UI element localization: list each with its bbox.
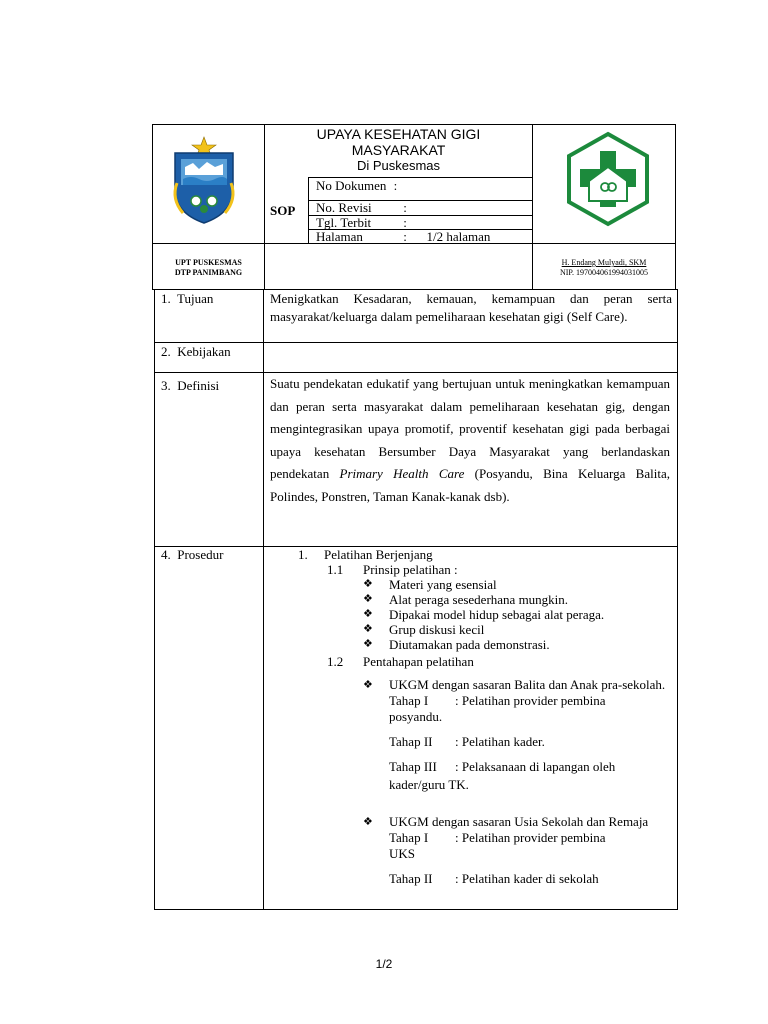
tahap-continuation: posyandu.	[389, 709, 443, 724]
list-item: ❖ Alat peraga sesederhana mungkin.	[389, 592, 674, 607]
meta-label: No. Revisi	[316, 200, 372, 215]
tahap-row	[389, 734, 671, 750]
tahap-label: Tahap II	[389, 734, 433, 749]
meta-sep: :	[403, 200, 407, 215]
tahap-label: Tahap I	[389, 693, 429, 708]
step-title: Pelatihan Berjenjang	[324, 547, 433, 562]
meta-sep: :	[403, 215, 407, 230]
org-line-2: DTP PANIMBANG	[174, 268, 243, 277]
definisi-text-part: Suatu pendekatan edukatif yang bertujuan untuk meningkatkan kemampuan dan peran serta masyarakat dalam pemeliharaan kesehatan gig, dengan mengintegrasikan upaya promotif, proventif kesehatan gigi pada berbagai upaya kesehatan Bersumber Daya Masyarakat yang berlandaskan pendekatan	[270, 376, 670, 481]
substep-1-2	[327, 654, 474, 669]
document-title	[265, 126, 532, 174]
list-item: ❖ Dipakai model hidup sebagai alat peraga.	[389, 607, 674, 622]
regional-crest-logo	[161, 133, 247, 225]
list-item: ❖ Materi yang esensial	[389, 577, 674, 592]
principle-list	[389, 577, 674, 652]
list-item: ❖ Diutamakan pada demonstrasi.	[389, 637, 674, 652]
meta-label: No Dokumen	[316, 178, 387, 193]
tahap-row	[389, 693, 671, 709]
meta-no-revisi	[316, 200, 528, 215]
title-line-3: Di Puskesmas	[356, 158, 441, 173]
ukgm-title: ❖ UKGM dengan sasaran Balita dan Anak pra-sekolah.	[389, 677, 671, 693]
tahap-text: : Pelatihan provider pembina	[455, 693, 606, 708]
tahap-text: : Pelatihan kader di sekolah	[455, 871, 599, 886]
tahap-continuation: UKS	[389, 846, 416, 861]
ukgm-balita-block	[389, 677, 671, 793]
substep-1-1	[327, 562, 458, 577]
signer-nip: NIP. 197004061994031005	[559, 268, 648, 277]
definisi-text-tail: (Posyandu, Bina Keluarga Balita, Polindes, Ponstren, Taman Kanak-kanak dsb).	[270, 466, 670, 504]
section-tujuan-label: 1. Tujuan	[161, 291, 214, 306]
ukgm-title: ❖ UKGM dengan sasaran Usia Sekolah dan Remaja	[389, 814, 671, 830]
section-kebijakan-label: 2. Kebijakan	[161, 344, 231, 359]
tahap-row	[389, 871, 671, 887]
substep-number: 1.1	[327, 562, 344, 577]
signer-block	[536, 258, 672, 278]
sop-label: SOP	[270, 203, 296, 218]
step-1	[298, 547, 433, 562]
meta-sep: :	[393, 178, 398, 193]
tahap-text: : Pelatihan kader.	[455, 734, 545, 749]
title-line-1: UPAYA KESEHATAN GIGI	[316, 126, 481, 142]
meta-sep: :	[403, 229, 407, 244]
tahap-text: : Pelatihan provider pembina	[455, 830, 606, 845]
tahap-text: : Pelaksanaan di lapangan oleh	[455, 759, 616, 774]
substep-title: Prinsip pelatihan :	[363, 562, 458, 577]
step-number: 1.	[298, 547, 308, 562]
meta-no-dokumen	[316, 178, 528, 193]
page-number: 1/2	[375, 957, 393, 971]
meta-label: Halaman	[316, 229, 363, 244]
puskesmas-logo	[565, 131, 651, 227]
definisi-italic-term: Primary Health Care	[339, 466, 465, 481]
section-tujuan-text: Menigkatkan Kesadaran, kemauan, kemampuan dan peran serta masyarakat/keluarga dalam pemeliharaan kesehatan gigi (Self Care).	[270, 291, 672, 324]
section-definisi-label: 3. Definisi	[161, 378, 220, 393]
tahap-label: Tahap II	[389, 871, 433, 886]
meta-tgl-terbit	[316, 215, 528, 230]
list-item: ❖ Grup diskusi kecil	[389, 622, 674, 637]
tahap-label: Tahap I	[389, 830, 429, 845]
meta-label: Tgl. Terbit	[316, 215, 372, 230]
tahap-row	[389, 759, 671, 775]
signer-name: H. Endang Mulyadi, SKM	[561, 258, 647, 267]
organization-name	[155, 258, 262, 278]
substep-number: 1.2	[327, 654, 344, 669]
tahap-label: Tahap III	[389, 759, 437, 774]
section-prosedur-label: 4. Prosedur	[161, 547, 224, 562]
title-line-2: MASYARAKAT	[351, 142, 446, 158]
org-line-1: UPT PUSKESMAS	[175, 258, 242, 267]
meta-halaman	[316, 229, 528, 244]
ukgm-sekolah-block	[389, 814, 671, 887]
tahap-row	[389, 830, 671, 846]
substep-title: Pentahapan pelatihan	[363, 654, 474, 669]
section-definisi-text	[270, 373, 670, 508]
meta-value: 1/2 halaman	[426, 229, 491, 244]
tahap-continuation: kader/guru TK.	[389, 777, 469, 792]
